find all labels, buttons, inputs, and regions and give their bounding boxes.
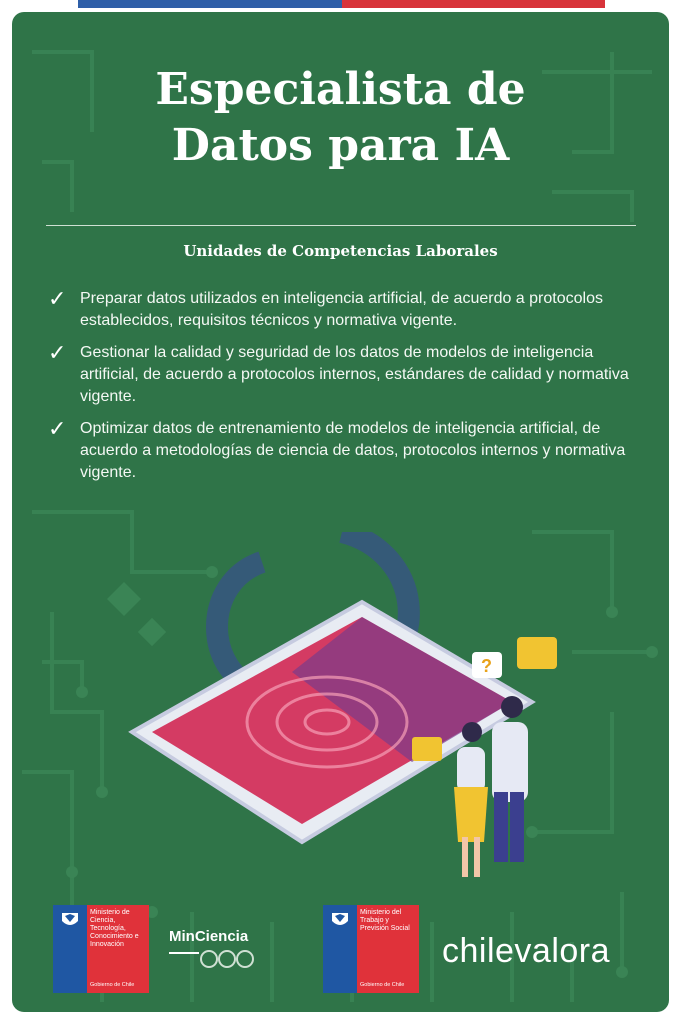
- list-item-text: Preparar datos utilizados en inteligencia artificial, de acuerdo a protocolos establecidos, requisitos técnicos y normativa vigente.: [80, 290, 603, 329]
- checkmark-icon: ✓: [48, 286, 67, 311]
- coat-of-arms-icon: [329, 909, 351, 929]
- gobierno-label: Gobierno de Chile: [360, 982, 405, 988]
- minciencia-dots-icon: [169, 945, 269, 969]
- ministerio-ciencia-logo: [53, 905, 149, 993]
- chilevalora-text: chilevalora: [442, 932, 611, 970]
- flag-blue-stripe: [78, 0, 342, 8]
- list-item-text: Optimizar datos de entrenamiento de modelos de inteligencia artificial, de acuerdo a metodologías de ciencia de datos, protocolos internos y normativa vigente.: [80, 420, 626, 481]
- title-line-1: Especialista de: [155, 64, 526, 115]
- list-item: [48, 342, 648, 408]
- competency-list: [48, 288, 648, 494]
- list-item-text: Gestionar la calidad y seguridad de los datos de modelos de inteligencia artificial, de acuerdo a protocolos internos, estándares de calidad y normativa vigente.: [80, 344, 629, 405]
- ministerio-trabajo-logo: [323, 905, 419, 993]
- poster-title: [12, 62, 669, 174]
- minciencia-text: MinCiencia: [169, 928, 249, 945]
- flag-red-stripe: [342, 0, 606, 8]
- title-line-2: Datos para IA: [171, 120, 510, 171]
- ministry-name: Ministerio del Trabajo y Previsión Social: [360, 909, 410, 932]
- list-item: [48, 418, 648, 484]
- ministry-name: Ministerio de Ciencia, Tecnología, Conocimiento e Innovación: [90, 909, 139, 948]
- minciencia-logo: [169, 928, 269, 974]
- tablet-people-illustration: [112, 532, 592, 902]
- gobierno-label: Gobierno de Chile: [90, 982, 135, 988]
- title-divider: [46, 225, 636, 226]
- svg-text:?: ?: [481, 656, 492, 676]
- section-subtitle: Unidades de Competencias Laborales: [183, 242, 498, 260]
- chilevalora-logo: [442, 932, 610, 971]
- poster-card: [12, 12, 669, 1012]
- checkmark-icon: ✓: [48, 416, 67, 441]
- top-flag-bar: [78, 0, 605, 8]
- coat-of-arms-icon: [59, 909, 81, 929]
- checkmark-icon: ✓: [48, 340, 67, 365]
- list-item: [48, 288, 648, 332]
